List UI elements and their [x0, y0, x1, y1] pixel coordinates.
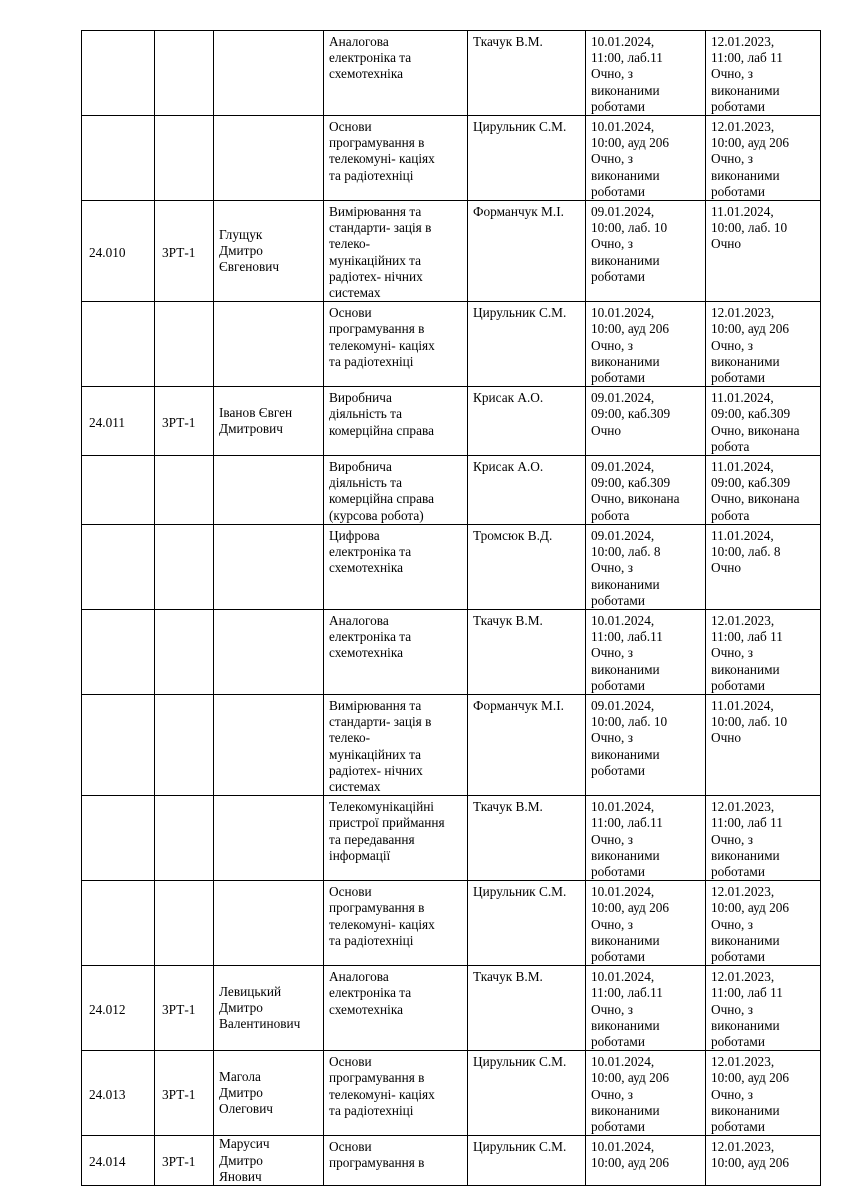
retake-cell	[706, 1136, 821, 1186]
student-cell	[214, 1136, 324, 1186]
teacher-cell	[468, 456, 586, 525]
retake-cell	[706, 31, 821, 116]
teacher-name: Форманчук М.І.	[473, 697, 564, 713]
subject-cell	[324, 302, 468, 387]
retake-cell	[706, 524, 821, 609]
teacher-cell	[468, 694, 586, 795]
group-cell	[155, 31, 214, 116]
subject-cell	[324, 524, 468, 609]
row-number-cell	[82, 116, 155, 201]
first-attempt-info: 10.01.2024, 10:00, ауд 206 Очно, з виконаними роботами	[591, 1054, 670, 1134]
teacher-cell	[468, 201, 586, 302]
teacher-cell	[468, 881, 586, 966]
first-attempt-info: 09.01.2024, 10:00, лаб. 10 Очно, з виконаними роботами	[591, 204, 668, 284]
first-attempt-cell	[586, 881, 706, 966]
teacher-cell	[468, 302, 586, 387]
student-cell	[214, 524, 324, 609]
row-number-cell	[82, 1136, 155, 1186]
teacher-name: Ткачук В.М.	[473, 612, 543, 628]
teacher-name: Крисак А.О.	[473, 390, 544, 406]
teacher-name: Цирульник С.М.	[473, 884, 567, 900]
row-number-cell	[82, 387, 155, 456]
first-attempt-info: 10.01.2024, 10:00, ауд 206	[591, 1139, 670, 1171]
table-row	[82, 201, 821, 302]
teacher-cell	[468, 387, 586, 456]
teacher-cell	[468, 966, 586, 1051]
student-cell	[214, 31, 324, 116]
retake-info: 11.01.2024, 10:00, лаб. 8 Очно	[711, 527, 781, 576]
row-number: 24.010	[89, 244, 126, 260]
row-number: 24.012	[89, 1001, 126, 1017]
retake-cell	[706, 387, 821, 456]
first-attempt-info: 09.01.2024, 10:00, лаб. 10 Очно, з виконаними роботами	[591, 697, 668, 778]
first-attempt-info: 09.01.2024, 09:00, каб.309 Очно	[591, 390, 671, 438]
subject-name: Аналогова електроніка та схемотехніка	[329, 612, 412, 661]
exam-schedule-body	[82, 31, 821, 1186]
retake-info: 12.01.2023, 11:00, лаб 11 Очно, з виконаними роботами	[711, 799, 783, 879]
row-number-cell	[82, 966, 155, 1051]
first-attempt-info: 10.01.2024, 11:00, лаб.11 Очно, з виконаними роботами	[591, 34, 663, 114]
row-number-cell	[82, 694, 155, 795]
group-cell	[155, 116, 214, 201]
student-name: Магола Дмитро Олегович	[219, 1068, 273, 1117]
first-attempt-cell	[586, 31, 706, 116]
group-cell	[155, 1051, 214, 1136]
student-name: Глущук Дмитро Євгенович	[219, 226, 280, 275]
teacher-name: Форманчук М.І.	[473, 204, 564, 220]
teacher-name: Цирульник С.М.	[473, 119, 567, 135]
retake-cell	[706, 796, 821, 881]
group-cell	[155, 1136, 214, 1186]
subject-cell	[324, 456, 468, 525]
first-attempt-cell	[586, 456, 706, 525]
subject-cell	[324, 116, 468, 201]
group-name: 3РТ-1	[162, 1086, 196, 1102]
retake-cell	[706, 609, 821, 694]
retake-cell	[706, 201, 821, 302]
retake-info: 12.01.2023, 11:00, лаб 11 Очно, з виконаними роботами	[711, 34, 783, 114]
group-cell	[155, 881, 214, 966]
teacher-cell	[468, 796, 586, 881]
student-cell	[214, 201, 324, 302]
group-name: 3РТ-1	[162, 244, 196, 260]
first-attempt-cell	[586, 302, 706, 387]
table-row	[82, 387, 821, 456]
student-cell	[214, 116, 324, 201]
subject-cell	[324, 694, 468, 795]
first-attempt-info: 09.01.2024, 09:00, каб.309 Очно, виконана робота	[591, 459, 680, 523]
retake-info: 12.01.2023, 11:00, лаб 11 Очно, з виконаними роботами	[711, 612, 783, 693]
student-name: Левицький Дмитро Валентинович	[219, 983, 301, 1032]
teacher-cell	[468, 1136, 586, 1186]
subject-cell	[324, 1051, 468, 1136]
group-name: 3РТ-1	[162, 414, 196, 430]
table-row	[82, 1136, 821, 1186]
student-cell	[214, 456, 324, 525]
retake-info: 11.01.2024, 10:00, лаб. 10 Очно	[711, 204, 788, 252]
subject-name: Основи програмування в телекомуні- каціях та радіотехніці	[329, 1054, 435, 1118]
retake-info: 12.01.2023, 10:00, ауд 206 Очно, з виконаними роботами	[711, 305, 790, 386]
student-cell	[214, 694, 324, 795]
group-name: 3РТ-1	[162, 1001, 196, 1017]
student-cell	[214, 609, 324, 694]
retake-cell	[706, 966, 821, 1051]
retake-info: 12.01.2023, 10:00, ауд 206 Очно, з виконаними роботами	[711, 884, 790, 964]
teacher-cell	[468, 1051, 586, 1136]
row-number-cell	[82, 302, 155, 387]
teacher-name: Ткачук В.М.	[473, 799, 543, 815]
teacher-name: Цирульник С.М.	[473, 305, 567, 321]
subject-name: Вимірювання та стандарти- зація в телеко- мунікаційних та радіотех- нічних системах	[329, 697, 432, 794]
first-attempt-info: 10.01.2024, 10:00, ауд 206 Очно, з виконаними роботами	[591, 119, 670, 199]
group-cell	[155, 609, 214, 694]
subject-name: Основи програмування в телекомуні- каціях та радіотехніці	[329, 884, 435, 948]
first-attempt-cell	[586, 796, 706, 881]
student-cell	[214, 881, 324, 966]
teacher-name: Цирульник С.М.	[473, 1054, 567, 1070]
subject-name: Основи програмування в	[329, 1139, 425, 1171]
teacher-cell	[468, 524, 586, 609]
first-attempt-cell	[586, 116, 706, 201]
subject-cell	[324, 1136, 468, 1186]
first-attempt-cell	[586, 387, 706, 456]
table-row	[82, 1051, 821, 1136]
first-attempt-cell	[586, 609, 706, 694]
first-attempt-cell	[586, 694, 706, 795]
teacher-name: Ткачук В.М.	[473, 34, 543, 49]
subject-cell	[324, 609, 468, 694]
group-cell	[155, 456, 214, 525]
subject-name: Виробнича діяльність та комерційна справа	[329, 390, 434, 438]
first-attempt-info: 10.01.2024, 10:00, ауд 206 Очно, з виконаними роботами	[591, 305, 670, 386]
retake-info: 12.01.2023, 10:00, ауд 206 Очно, з виконаними роботами	[711, 1054, 790, 1134]
retake-info: 12.01.2023, 10:00, ауд 206	[711, 1139, 790, 1171]
first-attempt-info: 10.01.2024, 11:00, лаб.11 Очно, з виконаними роботами	[591, 612, 663, 693]
first-attempt-cell	[586, 1136, 706, 1186]
subject-cell	[324, 796, 468, 881]
row-number-cell	[82, 524, 155, 609]
retake-cell	[706, 302, 821, 387]
group-cell	[155, 524, 214, 609]
row-number: 24.013	[89, 1086, 126, 1102]
group-cell	[155, 302, 214, 387]
subject-cell	[324, 201, 468, 302]
first-attempt-info: 10.01.2024, 10:00, ауд 206 Очно, з виконаними роботами	[591, 884, 670, 964]
first-attempt-cell	[586, 1051, 706, 1136]
retake-cell	[706, 694, 821, 795]
student-name: Іванов Євген Дмитрович	[219, 404, 293, 437]
retake-info: 11.01.2024, 09:00, каб.309 Очно, виконана робота	[711, 390, 800, 454]
student-cell	[214, 1051, 324, 1136]
first-attempt-cell	[586, 966, 706, 1051]
subject-name: Виробнича діяльність та комерційна справа (курсова робота)	[329, 459, 434, 523]
subject-name: Вимірювання та стандарти- зація в телеко- мунікаційних та радіотех- нічних системах	[329, 204, 432, 301]
group-cell	[155, 387, 214, 456]
group-cell	[155, 694, 214, 795]
table-row	[82, 524, 821, 609]
retake-cell	[706, 881, 821, 966]
student-cell	[214, 796, 324, 881]
row-number: 24.014	[89, 1154, 126, 1170]
table-row	[82, 609, 821, 694]
student-cell	[214, 302, 324, 387]
retake-cell	[706, 456, 821, 525]
first-attempt-info: 10.01.2024, 11:00, лаб.11 Очно, з виконаними роботами	[591, 969, 663, 1049]
teacher-cell	[468, 31, 586, 116]
group-cell	[155, 966, 214, 1051]
subject-name: Основи програмування в телекомуні- каціях та радіотехніці	[329, 119, 435, 183]
retake-cell	[706, 116, 821, 201]
row-number-cell	[82, 456, 155, 525]
table-row	[82, 31, 821, 116]
teacher-name: Ткачук В.М.	[473, 969, 543, 985]
table-row	[82, 116, 821, 201]
first-attempt-info: 09.01.2024, 10:00, лаб. 8 Очно, з виконаними роботами	[591, 527, 661, 608]
subject-cell	[324, 966, 468, 1051]
table-row	[82, 796, 821, 881]
subject-name: Основи програмування в телекомуні- каціях та радіотехніці	[329, 305, 435, 369]
first-attempt-cell	[586, 201, 706, 302]
row-number: 24.011	[89, 414, 126, 430]
row-number-cell	[82, 31, 155, 116]
table-row	[82, 966, 821, 1051]
group-cell	[155, 201, 214, 302]
group-cell	[155, 796, 214, 881]
row-number-cell	[82, 609, 155, 694]
row-number-cell	[82, 1051, 155, 1136]
retake-cell	[706, 1051, 821, 1136]
table-row	[82, 302, 821, 387]
subject-cell	[324, 387, 468, 456]
subject-name: Аналогова електроніка та схемотехніка	[329, 969, 412, 1017]
table-row	[82, 881, 821, 966]
subject-cell	[324, 31, 468, 116]
retake-info: 11.01.2024, 10:00, лаб. 10 Очно	[711, 697, 788, 746]
retake-info: 12.01.2023, 10:00, ауд 206 Очно, з виконаними роботами	[711, 119, 790, 199]
exam-schedule-table	[81, 30, 821, 1186]
row-number-cell	[82, 201, 155, 302]
first-attempt-cell	[586, 524, 706, 609]
subject-name: Аналогова електроніка та схемотехніка	[329, 34, 412, 82]
table-row	[82, 694, 821, 795]
subject-name: Телекомунікаційні пристрої приймання та передавання інформації	[329, 799, 445, 863]
teacher-name: Тромсюк В.Д.	[473, 527, 553, 543]
teacher-cell	[468, 609, 586, 694]
student-cell	[214, 966, 324, 1051]
subject-name: Цифрова електроніка та схемотехніка	[329, 527, 412, 576]
subject-cell	[324, 881, 468, 966]
table-row	[82, 456, 821, 525]
row-number-cell	[82, 796, 155, 881]
teacher-name: Цирульник С.М.	[473, 1139, 567, 1155]
retake-info: 11.01.2024, 09:00, каб.309 Очно, виконана робота	[711, 459, 800, 523]
first-attempt-info: 10.01.2024, 11:00, лаб.11 Очно, з виконаними роботами	[591, 799, 663, 879]
row-number-cell	[82, 881, 155, 966]
group-name: 3РТ-1	[162, 1154, 196, 1170]
teacher-cell	[468, 116, 586, 201]
retake-info: 12.01.2023, 11:00, лаб 11 Очно, з виконаними роботами	[711, 969, 783, 1049]
student-cell	[214, 387, 324, 456]
student-name: Марусич Дмитро Янович	[219, 1136, 270, 1184]
teacher-name: Крисак А.О.	[473, 459, 544, 475]
